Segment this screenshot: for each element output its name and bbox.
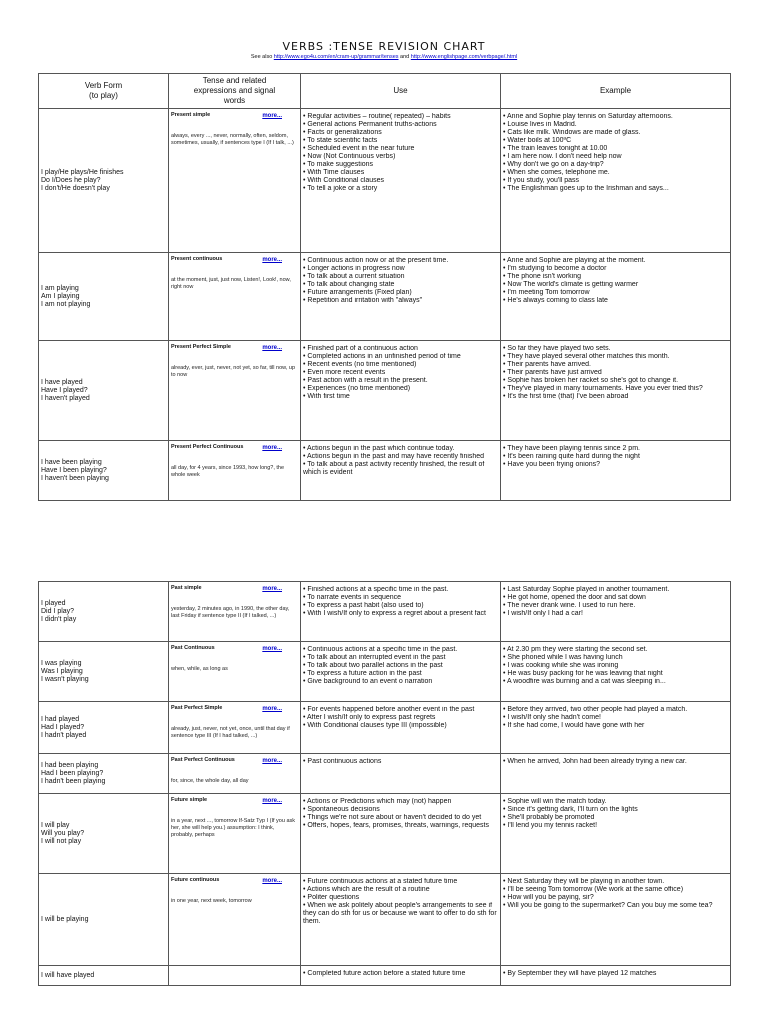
tense-name: Past Perfect Simple <box>171 705 223 711</box>
verb-form-line: I am playing <box>41 284 79 292</box>
use-header: Use <box>301 74 501 109</box>
use-item: • Repetition and irritation with "always" <box>303 297 498 305</box>
tense-row <box>39 341 731 441</box>
example-cell <box>501 109 731 253</box>
example-cell <box>501 642 731 702</box>
example-cell <box>501 874 731 966</box>
signal-words: when, while, as long as <box>171 666 228 672</box>
use-item: • Actions begun in the past and may have recently finished <box>303 453 498 461</box>
signal-words: all day, for 4 years, since 1993, how long?, the whole week <box>171 465 285 478</box>
use-item: • Completed future action before a stated future time <box>303 970 498 978</box>
example-item: • Anne and Sophie are playing at the moment. <box>503 257 728 265</box>
more-link[interactable]: more... <box>262 586 282 592</box>
see-also-and: and <box>400 54 410 60</box>
verb-form-cell <box>39 794 169 874</box>
use-item: • To talk about an interrupted event in the past <box>303 654 498 662</box>
tense-row <box>39 582 731 642</box>
use-item: • Give background to an event o narration <box>303 678 498 686</box>
use-cell <box>301 582 501 642</box>
example-item: • It's been raining quite hard during the night <box>503 453 728 461</box>
example-item: • I wish/If only I had a car! <box>503 610 728 618</box>
tense-table-present <box>38 73 731 501</box>
verb-form-line: Have I played? <box>41 386 88 394</box>
use-item: • Spontaneous decisions <box>303 806 498 814</box>
example-cell <box>501 966 731 986</box>
use-item: • Past continuous actions <box>303 758 498 766</box>
use-item: • To narrate events in sequence <box>303 594 498 602</box>
use-item: • Recent events (no time mentioned) <box>303 361 498 369</box>
verb-form-line: I hadn't played <box>41 731 87 739</box>
example-item: • I'll lend you my tennis racket! <box>503 822 728 830</box>
verb-form-line: Am I playing <box>41 292 80 300</box>
tense-header-line: Tense and related <box>202 76 267 85</box>
verb-form-line: I have played <box>41 378 83 386</box>
verb-form-header-line: Verb Form <box>84 81 123 90</box>
example-item: • Have you been frying onions? <box>503 461 728 469</box>
tense-cell <box>169 341 301 441</box>
use-item: • Scheduled event in the near future <box>303 145 498 153</box>
example-item: • I'm meeting Tom tomorrow <box>503 289 728 297</box>
more-link[interactable]: more... <box>262 345 282 351</box>
example-item: • The phone isn't working <box>503 273 728 281</box>
verb-form-header-line: (to play) <box>89 91 118 100</box>
more-link[interactable]: more... <box>262 113 282 119</box>
example-item: • They have played several other matches this month. <box>503 353 728 361</box>
use-item: • Finished actions at a specific time in the past. <box>303 586 498 594</box>
example-item: • I'm studying to become a doctor <box>503 265 728 273</box>
use-item: • Actions begun in the past which continue today. <box>303 445 498 453</box>
tense-row <box>39 794 731 874</box>
example-cell <box>501 253 731 341</box>
example-item: • I'll be seeing Tom tomorrow (We work at the same office) <box>503 886 728 894</box>
tense-name: Present simple <box>171 112 211 118</box>
verb-form-line: I was playing <box>41 659 82 667</box>
tense-cell <box>169 966 301 986</box>
verb-form-line: I played <box>41 599 66 607</box>
use-cell <box>301 642 501 702</box>
example-item: • He's always coming to class late <box>503 297 728 305</box>
verb-form-cell <box>39 642 169 702</box>
example-item: • The train leaves tonight at 10.00 <box>503 145 728 153</box>
verb-form-cell <box>39 702 169 754</box>
verb-form-line: Do I/Does he play? <box>41 176 101 184</box>
more-link[interactable]: more... <box>262 798 282 804</box>
use-item: • Things we're not sure about or haven't decided to do yet <box>303 814 498 822</box>
verb-form-cell <box>39 341 169 441</box>
tense-cell <box>169 754 301 794</box>
verb-form-line: I had been playing <box>41 761 99 769</box>
example-cell <box>501 794 731 874</box>
use-cell <box>301 794 501 874</box>
use-item: • Longer actions in progress now <box>303 265 498 273</box>
verb-form-line: Will you play? <box>41 829 85 837</box>
signal-words: yesterday, 2 minutes ago, in 1990, the other day, last Friday if sentence type II (If I talked, ...) <box>171 606 290 619</box>
use-item: • With Conditional clauses type III (impossible) <box>303 722 498 730</box>
example-item: • Cats like milk. Windows are made of glass. <box>503 129 728 137</box>
signal-words: in a year, next ..., tomorrow If-Satz Typ I (If you ask her, she will help you.) assumption: I think, probably, perhaps <box>171 818 296 838</box>
use-item: • To express a past habit (also used to) <box>303 602 498 610</box>
tense-row <box>39 874 731 966</box>
use-item: • When we ask politely about people's arrangements to see if they can do sth for us or because we want to offer to do sth for them. <box>303 902 498 926</box>
example-item: • I wish/If only she hadn't come! <box>503 714 728 722</box>
use-cell <box>301 253 501 341</box>
use-item: • To talk about a past activity recently finished, the result of which is evident <box>303 461 498 477</box>
example-item: • I was cooking while she was ironing <box>503 662 728 670</box>
tense-name: Present Perfect Simple <box>171 344 231 350</box>
use-item: • Completed actions in an unfinished period of time <box>303 353 498 361</box>
verb-form-line: I had played <box>41 715 80 723</box>
example-item: • Louise lives in Madrid. <box>503 121 728 129</box>
tense-header <box>169 74 301 109</box>
use-item: • With I wish/If only to express a regret about a present fact <box>303 610 498 618</box>
tense-row <box>39 966 731 986</box>
tense-row <box>39 702 731 754</box>
example-item: • Sophie has broken her racket so she's got to change it. <box>503 377 728 385</box>
verb-form-line: I haven't been playing <box>41 474 109 482</box>
header-row <box>39 74 731 109</box>
example-item: • He got home, opened the door and sat down <box>503 594 728 602</box>
use-item: • Past action with a result in the present. <box>303 377 498 385</box>
example-item: • Before they arrived, two other people had played a match. <box>503 706 728 714</box>
tense-cell <box>169 642 301 702</box>
englishpage-link[interactable]: http://www.englishpage.com/verbpage/.html <box>410 54 518 60</box>
verb-form-line: Did I play? <box>41 607 75 615</box>
example-item: • They've played in many tournaments. Have you ever tried this? <box>503 385 728 393</box>
more-link[interactable]: more... <box>262 706 282 712</box>
example-item: • She phoned while I was having lunch <box>503 654 728 662</box>
use-item: • Actions or Predictions which may (not) happen <box>303 798 498 806</box>
more-link[interactable]: more... <box>262 646 282 652</box>
see-also-line <box>0 54 768 60</box>
example-item: • If she had come, I would have gone with her <box>503 722 728 730</box>
example-item: • At 2.30 pm they were starting the second set. <box>503 646 728 654</box>
example-cell <box>501 754 731 794</box>
use-item: • Regular activities – routine( repeated) – habits <box>303 113 498 121</box>
verb-form-cell <box>39 582 169 642</box>
example-item: • Their parents have just arrived <box>503 369 728 377</box>
use-cell <box>301 441 501 501</box>
verb-form-cell <box>39 441 169 501</box>
use-item: • Facts or generalizations <box>303 129 498 137</box>
signal-words: at the moment, just, just now, Listen!, Look!, now, right now <box>171 277 291 290</box>
verb-form-cell <box>39 874 169 966</box>
tense-cell <box>169 582 301 642</box>
example-item: • By September they will have played 12 matches <box>503 970 728 978</box>
use-cell <box>301 754 501 794</box>
use-item: • To express a future action in the past <box>303 670 498 678</box>
example-item: • The never drank wine. I used to run here. <box>503 602 728 610</box>
example-item: • Their parents have arrived. <box>503 361 728 369</box>
tense-cell <box>169 109 301 253</box>
use-cell <box>301 341 501 441</box>
example-item: • Will you be going to the supermarket? Can you buy me some tea? <box>503 902 728 910</box>
example-item: • If you study, you'll pass <box>503 177 728 185</box>
example-item: • Sophie will win the match today. <box>503 798 728 806</box>
verb-form-line: I wasn't playing <box>41 675 89 683</box>
use-item: • To make suggestions <box>303 161 498 169</box>
use-item: • For events happened before another event in the past <box>303 706 498 714</box>
more-link[interactable]: more... <box>262 878 282 884</box>
example-item: • Next Saturday they will be playing in another town. <box>503 878 728 886</box>
use-item: • Finished part of a continuous action <box>303 345 498 353</box>
tense-table-past-future <box>38 581 731 986</box>
tense-name: Present continuous <box>171 256 223 262</box>
verb-form-line: I didn't play <box>41 615 77 623</box>
use-item: • Actions which are the result of a routine <box>303 886 498 894</box>
example-header: Example <box>501 74 731 109</box>
verb-form-cell <box>39 754 169 794</box>
tense-row <box>39 441 731 501</box>
example-item: • He was busy packing for he was leaving that night <box>503 670 728 678</box>
use-item: • To state scientific facts <box>303 137 498 145</box>
tense-name: Future continuous <box>171 877 220 883</box>
example-item: • She'll probably be promoted <box>503 814 728 822</box>
use-item: • To tell a joke or a story <box>303 185 498 193</box>
use-item: • General actions Permanent truths-actions <box>303 121 498 129</box>
use-item: • Future arrangements (Fixed plan) <box>303 289 498 297</box>
signal-words: for, since, the whole day, all day <box>171 778 249 784</box>
verb-form-line: Had I played? <box>41 723 85 731</box>
verb-form-line: I will not play <box>41 837 82 845</box>
verb-form-line: I will play <box>41 821 70 829</box>
example-item: • When she comes, telephone me. <box>503 169 728 177</box>
see-also-prefix: See also <box>250 54 273 60</box>
more-link[interactable]: more... <box>262 257 282 263</box>
tense-name: Present Perfect Continuous <box>171 444 244 450</box>
verb-form-line: Have I been playing? <box>41 466 107 474</box>
tense-header-line: words <box>223 96 246 105</box>
verb-form-cell <box>39 253 169 341</box>
tense-cell <box>169 702 301 754</box>
use-cell <box>301 966 501 986</box>
example-item: • Water boils at 100ºC <box>503 137 728 145</box>
ego4u-link[interactable]: http://www.ego4u.com/en/cram-up/grammar/tenses <box>273 54 399 60</box>
use-item: • To talk about changing state <box>303 281 498 289</box>
example-item: • They have been playing tennis since 2 pm. <box>503 445 728 453</box>
example-item: • Since it's getting dark, I'll turn on the lights <box>503 806 728 814</box>
use-item: • With Time clauses <box>303 169 498 177</box>
tense-row <box>39 642 731 702</box>
verb-form-header <box>39 74 169 109</box>
example-item: • Last Saturday Sophie played in another tournament. <box>503 586 728 594</box>
example-cell <box>501 582 731 642</box>
use-item: • Experiences (no time mentioned) <box>303 385 498 393</box>
verb-form-line: Had I been playing? <box>41 769 104 777</box>
verb-form-line: Was I playing <box>41 667 83 675</box>
example-item: • So far they have played two sets. <box>503 345 728 353</box>
use-item: • Politer questions <box>303 894 498 902</box>
signal-words: always, every ..., never, normally, often, seldom, sometimes, usually, if sentences type I (If I talk, ...) <box>171 133 294 146</box>
verb-form-line: I will be playing <box>41 915 89 923</box>
tense-cell <box>169 874 301 966</box>
signal-words: already, just, never, not yet, once, until that day if sentence type III (If I had talked, ...) <box>171 726 290 739</box>
example-item: • Now The world's climate is getting warmer <box>503 281 728 289</box>
tense-name: Future simple <box>171 797 208 803</box>
use-item: • Continuous actions at a specific time in the past. <box>303 646 498 654</box>
use-item: • Future continuous actions at a stated future time <box>303 878 498 886</box>
use-item: • With Conditional clauses <box>303 177 498 185</box>
verb-form-line: I have been playing <box>41 458 102 466</box>
use-item: • To talk about two parallel actions in the past <box>303 662 498 670</box>
verb-form-line: I am not playing <box>41 300 91 308</box>
use-item: • After I wish/If only to express past regrets <box>303 714 498 722</box>
verb-form-line: I don't/He doesn't play <box>41 184 110 192</box>
tense-cell <box>169 794 301 874</box>
example-item: • The Englishman goes up to the Irishman and says... <box>503 185 728 193</box>
use-cell <box>301 109 501 253</box>
example-item: • It's the first time (that) I've been abroad <box>503 393 728 401</box>
verb-form-line: I haven't played <box>41 394 90 402</box>
tense-row <box>39 109 731 253</box>
example-cell <box>501 441 731 501</box>
use-item: • Continuous action now or at the present time. <box>303 257 498 265</box>
example-item: • I am here now. I don't need help now <box>503 153 728 161</box>
tense-cell <box>169 441 301 501</box>
verb-form-line: I will have played <box>41 971 95 979</box>
example-item: • Anne and Sophie play tennis on Saturday afternoons. <box>503 113 728 121</box>
verb-form-cell <box>39 966 169 986</box>
signal-words: in one year, next week, tomorrow <box>171 898 252 904</box>
use-item: • Offers, hopes, fears, promises, threats, warnings, requests <box>303 822 498 830</box>
example-item: • A woodfire was burning and a cat was sleeping in... <box>503 678 728 686</box>
use-cell <box>301 874 501 966</box>
verb-form-cell <box>39 109 169 253</box>
example-item: • How will you be paying, sir? <box>503 894 728 902</box>
chart-title: VERBS :TENSE REVISION CHART <box>282 40 486 53</box>
tense-row <box>39 754 731 794</box>
more-link[interactable]: more... <box>262 445 282 451</box>
use-item: • To talk about a current situation <box>303 273 498 281</box>
tense-row <box>39 253 731 341</box>
example-item: • Why don't we go on a day-trip? <box>503 161 728 169</box>
use-item: • With first time <box>303 393 498 401</box>
more-link[interactable]: more... <box>262 758 282 764</box>
tense-name: Past simple <box>171 585 202 591</box>
example-cell <box>501 341 731 441</box>
verb-form-line: I hadn't been playing <box>41 777 106 785</box>
use-item: • Even more recent events <box>303 369 498 377</box>
verb-form-line: I play/He plays/He finishes <box>41 168 124 176</box>
signal-words: already, ever, just, never, not yet, so far, till now, up to now <box>171 365 296 378</box>
use-cell <box>301 702 501 754</box>
example-item: • When he arrived, John had been already trying a new car. <box>503 758 728 766</box>
tense-cell <box>169 253 301 341</box>
use-item: • Now (Not Continuous verbs) <box>303 153 498 161</box>
tense-header-line: expressions and signal <box>193 86 276 95</box>
tense-name: Past Perfect Continuous <box>171 757 235 763</box>
tense-name: Past Continuous <box>171 645 215 651</box>
example-cell <box>501 702 731 754</box>
